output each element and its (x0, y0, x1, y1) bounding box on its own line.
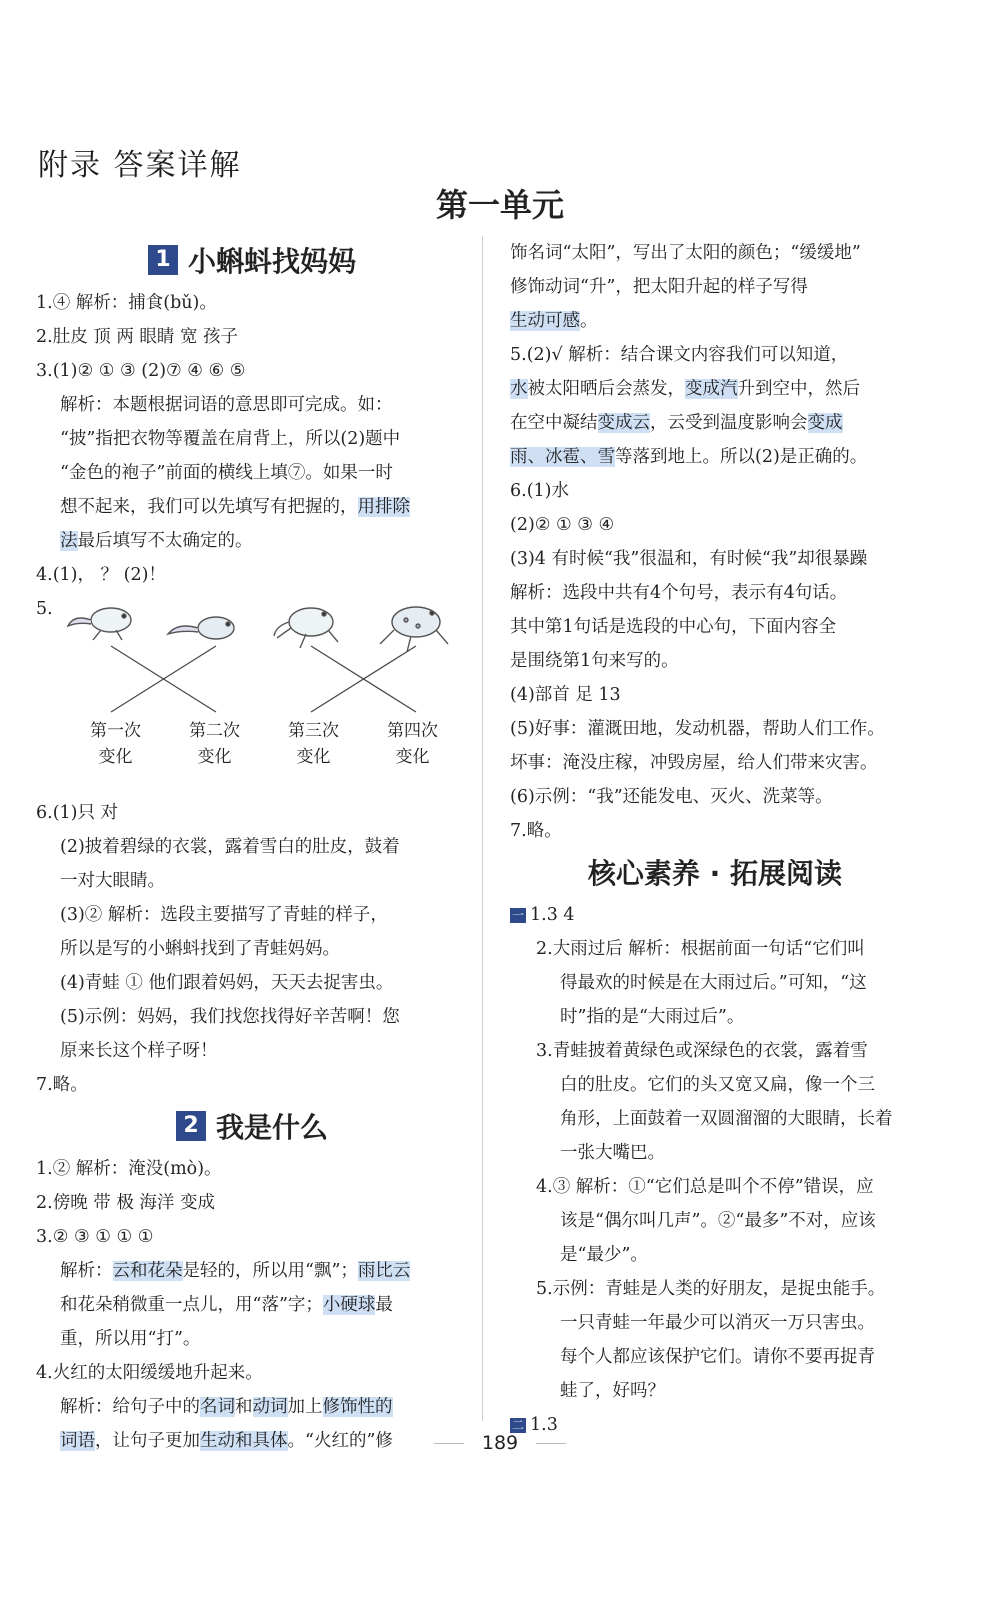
highlight: 雨比云 (357, 1261, 411, 1281)
text-span: 在空中凝结 (510, 413, 598, 433)
stage-labels (66, 718, 462, 770)
highlight: 水 (510, 379, 528, 399)
part-marker-icon: 一 (511, 908, 524, 922)
text-span: 最 (375, 1295, 393, 1315)
text-span: 。“火红的”修 (287, 1431, 393, 1451)
text-span: 解析： (60, 1261, 113, 1281)
section-title: 我是什么 (215, 1111, 328, 1144)
right-column (510, 236, 920, 1442)
answer-line: 5.(2)√ 解析：结合课文内容我们可以知道， (510, 345, 849, 365)
text-span: 解析：给句子中的 (60, 1397, 200, 1417)
stage-label-text: 第一次 (90, 721, 141, 741)
answer-line: 5.示例：青蛙是人类的好朋友，是捉虫能手。 (536, 1279, 886, 1299)
section-number-badge: 1 (148, 245, 178, 275)
answer-line: 4.③ 解析：①“它们总是叫个不停”错误，应 (536, 1177, 874, 1197)
stage-label-sub: 变化 (197, 747, 232, 767)
answer-line (36, 1390, 468, 1424)
answer-line: 4.(1)， ？ (2)！ (36, 565, 166, 585)
answer-line: (4)部首 足 13 (510, 685, 621, 705)
answer-line: 重，所以用“打”。 (60, 1329, 201, 1349)
answer-line: 1.④ 解析：捕食(bǔ)。 (36, 293, 217, 313)
highlight: 修饰性的 (322, 1397, 393, 1417)
answer-line: 解析：选段中共有4个句号，表示有4句话。 (510, 583, 848, 603)
answer-line: 角形，上面鼓着一双圆溜溜的大眼睛，长着 (560, 1109, 893, 1129)
frog-stages-illustration (66, 600, 466, 720)
answer-line: 时”指的是“大雨过后”。 (560, 1007, 745, 1027)
answer-line: 7.略。 (510, 821, 562, 841)
answer-line: 一只青蛙一年最少可以消灭一万只害虫。 (560, 1313, 875, 1333)
section-3-heading (510, 850, 920, 894)
appendix-title: 附录 答案详解 (38, 148, 242, 183)
highlight: 小硬球 (322, 1295, 376, 1315)
frog-matching-figure (36, 626, 468, 796)
part-marker-icon: 二 (511, 1418, 524, 1432)
answer-line: (2)披着碧绿的衣裳，露着雪白的肚皮，鼓着 (60, 837, 400, 857)
highlight: 变成 (807, 413, 843, 433)
text-span: ，让句子更加 (95, 1431, 200, 1451)
answer-line: 是围绕第1句来写的。 (510, 651, 679, 671)
page-number (0, 1432, 1000, 1454)
answer-line: (2)② ① ③ ④ (510, 515, 615, 535)
page-number-text: 189 (481, 1432, 519, 1454)
highlight: 变成云 (597, 413, 650, 433)
answer-line: 1.② 解析：淹没(mò)。 (36, 1159, 222, 1179)
text-span: ，云受到温度影响会 (650, 413, 808, 433)
answer-line (36, 490, 468, 524)
answer-line: 5. (36, 599, 53, 619)
section-2-heading (36, 1104, 468, 1148)
tadpole-with-legs-icon (68, 608, 131, 640)
unit-title: 第一单元 (435, 186, 564, 224)
answer-line: “披”指把衣物等覆盖在肩背上，所以(2)题中 (60, 429, 401, 449)
text-span: 。 (580, 311, 598, 331)
text-span: 1.3 (530, 1415, 558, 1435)
answer-line (36, 524, 468, 558)
answer-line: 2.傍晚 带 极 海洋 变成 (36, 1193, 215, 1213)
column-divider (482, 236, 483, 1421)
text-span: 和 (235, 1397, 253, 1417)
frog-icon (380, 607, 448, 652)
answer-line: 每个人都应该保护它们。请你不要再捉青 (560, 1347, 875, 1367)
answer-line: 是“最少”。 (560, 1245, 648, 1265)
answer-line: 4.火红的太阳缓缓地升起来。 (36, 1363, 263, 1383)
highlight: 名词 (200, 1397, 235, 1417)
answer-line: 原来长这个样子呀！ (60, 1041, 218, 1061)
answer-line: 修饰动词“升”，把太阳升起的样子写得 (510, 277, 808, 297)
answer-line: 3.② ③ ① ① ① (36, 1227, 154, 1247)
tadpole-icon (168, 617, 234, 639)
highlight: 法 (60, 531, 78, 551)
answer-line: (6)示例：“我”还能发电、灭火、洗菜等。 (510, 787, 833, 807)
text-span: 是轻的，所以用“飘”； (182, 1261, 358, 1281)
answer-line (36, 1254, 468, 1288)
answer-line: (3)② 解析：选段主要描写了青蛙的样子， (60, 905, 388, 925)
answer-line (510, 372, 920, 406)
stage-label-sub: 变化 (98, 747, 133, 767)
answer-line (510, 898, 920, 932)
text-span: 想不起来，我们可以先填写有把握的， (60, 497, 358, 517)
section-1-heading (36, 238, 468, 282)
answer-line: 一张大嘴巴。 (560, 1143, 665, 1163)
text-span: 升到空中，然后 (737, 379, 860, 399)
answer-line: 蛙了，好吗？ (560, 1381, 665, 1401)
text-span: 1.3 4 (530, 905, 575, 925)
answer-line: (5)示例：妈妈，我们找您找得好辛苦啊！您 (60, 1007, 400, 1027)
answer-line: “金色的袍子”前面的横线上填⑦。如果一时 (60, 463, 393, 483)
answer-line: (5)好事：灌溉田地，发动机器，帮助人们工作。 (510, 719, 885, 739)
text-span: 等落到地上。所以(2)是正确的。 (615, 447, 868, 467)
section-number-badge: 2 (176, 1111, 206, 1141)
answer-line (510, 440, 920, 474)
answer-line: 3.(1)② ① ③ (2)⑦ ④ ⑥ ⑤ (36, 361, 246, 381)
answer-line (510, 304, 920, 338)
answer-line: 2.大雨过后 解析：根据前面一句话“它们叫 (536, 939, 865, 959)
answer-line: 6.(1)只 对 (36, 803, 119, 823)
answer-line: 一对大眼睛。 (60, 871, 165, 891)
highlight: 雨、冰雹、雪 (510, 447, 615, 467)
answer-line: 该是“偶尔叫几声”。②“最多”不对，应该 (560, 1211, 876, 1231)
answer-line (36, 1288, 468, 1322)
answer-line: 饰名词“太阳”，写出了太阳的颜色；“缓缓地” (510, 243, 861, 263)
highlight: 云和花朵 (112, 1261, 183, 1281)
answer-line: 其中第1句话是选段的中心句，下面内容全 (510, 617, 837, 637)
answer-line: 白的肚皮。它们的头又宽又扁，像一个三 (560, 1075, 875, 1095)
young-frog-icon (274, 608, 338, 648)
section-title: 小蝌蚪找妈妈 (187, 245, 356, 278)
stage-label-sub: 变化 (395, 747, 430, 767)
matching-lines (111, 646, 416, 712)
answer-line (510, 406, 920, 440)
section-title: 核心素养 · 拓展阅读 (587, 857, 843, 890)
answer-line: 2.肚皮 顶 两 眼睛 宽 孩子 (36, 327, 239, 347)
answer-line: (3)4 有时候“我”很温和，有时候“我”却很暴躁 (510, 549, 868, 569)
answer-line: 解析：本题根据词语的意思即可完成。如： (60, 395, 393, 415)
stage-label-text: 第二次 (189, 721, 240, 741)
stage-label-sub: 变化 (296, 747, 331, 767)
text-span: 最后填写不太确定的。 (77, 531, 253, 551)
stage-label-text: 第三次 (288, 721, 339, 741)
highlight: 词语 (60, 1431, 95, 1451)
highlight: 变成汽 (685, 379, 738, 399)
answer-line: 坏事：淹没庄稼，冲毁房屋，给人们带来灾害。 (510, 753, 878, 773)
stage-label (264, 718, 363, 770)
answer-line: 所以是写的小蝌蚪找到了青蛙妈妈。 (60, 939, 340, 959)
stage-label (363, 718, 462, 770)
text-span: 和花朵稍微重一点儿，用“落”字； (60, 1295, 323, 1315)
answer-line: 6.(1)水 (510, 481, 569, 501)
answer-line: 7.略。 (36, 1075, 88, 1095)
text-span: 加上 (287, 1397, 323, 1417)
stage-label (165, 718, 264, 770)
highlight: 用排除 (357, 497, 410, 517)
stage-label-text: 第四次 (387, 721, 438, 741)
highlight: 动词 (252, 1397, 288, 1417)
text-span: 被太阳晒后会蒸发， (527, 379, 685, 399)
answer-line: (4)青蛙 ① 他们跟着妈妈，天天去捉害虫。 (60, 973, 394, 993)
highlight: 生动和具体 (200, 1431, 288, 1451)
highlight: 生动可感 (510, 311, 580, 331)
answer-line: 3.青蛙披着黄绿色或深绿色的衣裳，露着雪 (536, 1041, 868, 1061)
left-column (36, 236, 468, 1458)
answer-line: 得最欢的时候是在大雨过后。”可知，“这 (560, 973, 867, 993)
stage-label (66, 718, 165, 770)
